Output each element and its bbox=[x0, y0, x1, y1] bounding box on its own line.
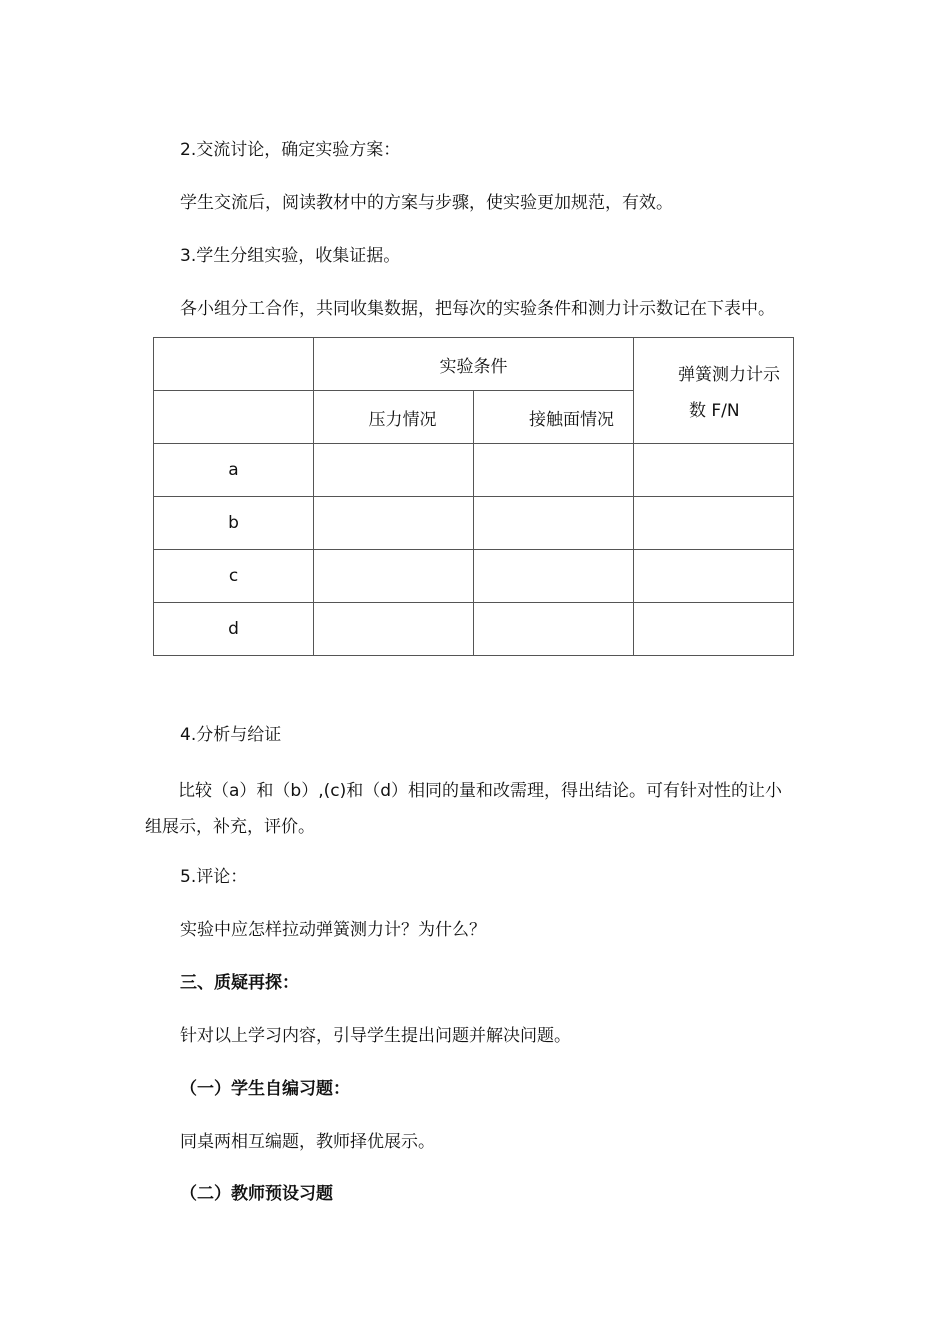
paragraph-review-heading: 5.评论： bbox=[180, 867, 248, 887]
row-label: a bbox=[154, 444, 314, 497]
paragraph-experiment-text: 各小组分工合作，共同收集数据，把每次的实验条件和测力计示数记在下表中。 bbox=[180, 299, 775, 319]
surface-cell bbox=[474, 550, 634, 603]
analysis-line-2: 组展示，补充，评价。 bbox=[145, 817, 315, 837]
table-header-force: 弹簧测力计示 数 F/N bbox=[634, 338, 794, 444]
row-label: b bbox=[154, 497, 314, 550]
paragraph-discussion-text: 学生交流后，阅读教材中的方案与步骤，使实验更加规范，有效。 bbox=[180, 193, 673, 213]
table-header-surface: 接触面情况 bbox=[474, 391, 634, 444]
pressure-cell bbox=[314, 497, 474, 550]
subheading-self-exercise: （一）学生自编习题： bbox=[180, 1079, 350, 1099]
force-cell bbox=[634, 603, 794, 656]
paragraph-experiment-heading: 3.学生分组实验，收集证据。 bbox=[180, 246, 401, 266]
table-row bbox=[154, 444, 794, 497]
table-row bbox=[154, 550, 794, 603]
pressure-cell bbox=[314, 603, 474, 656]
section-heading-3: 三、质疑再探： bbox=[180, 973, 299, 993]
surface-cell bbox=[474, 603, 634, 656]
table-header-pressure: 压力情况 bbox=[314, 391, 474, 444]
pressure-cell bbox=[314, 444, 474, 497]
table-corner-cell-2 bbox=[154, 391, 314, 444]
row-label: d bbox=[154, 603, 314, 656]
table-row bbox=[154, 603, 794, 656]
paragraph-discussion-heading: 2.交流讨论，确定实验方案： bbox=[180, 140, 401, 160]
surface-cell bbox=[474, 444, 634, 497]
force-cell bbox=[634, 444, 794, 497]
row-label: c bbox=[154, 550, 314, 603]
table-corner-cell bbox=[154, 338, 314, 391]
paragraph-analysis-text bbox=[145, 773, 810, 845]
paragraph-analysis-heading: 4.分析与给证 bbox=[180, 725, 282, 745]
experiment-table bbox=[153, 337, 794, 656]
pressure-cell bbox=[314, 550, 474, 603]
subheading-teacher-exercise: （二）教师预设习题 bbox=[180, 1184, 333, 1204]
table-row bbox=[154, 497, 794, 550]
table-header-conditions: 实验条件 bbox=[314, 338, 634, 391]
force-cell bbox=[634, 497, 794, 550]
paragraph-review-question: 实验中应怎样拉动弹簧测力计？为什么？ bbox=[180, 920, 486, 940]
analysis-line-1: 比较（a）和（b）,(c)和（d）相同的量和改需理，得出结论。可有针对性的让小 bbox=[178, 781, 783, 801]
paragraph-self-exercise: 同桌两相互编题，教师择优展示。 bbox=[180, 1132, 435, 1152]
paragraph-guide: 针对以上学习内容，引导学生提出问题并解决问题。 bbox=[180, 1026, 571, 1046]
surface-cell bbox=[474, 497, 634, 550]
force-cell bbox=[634, 550, 794, 603]
